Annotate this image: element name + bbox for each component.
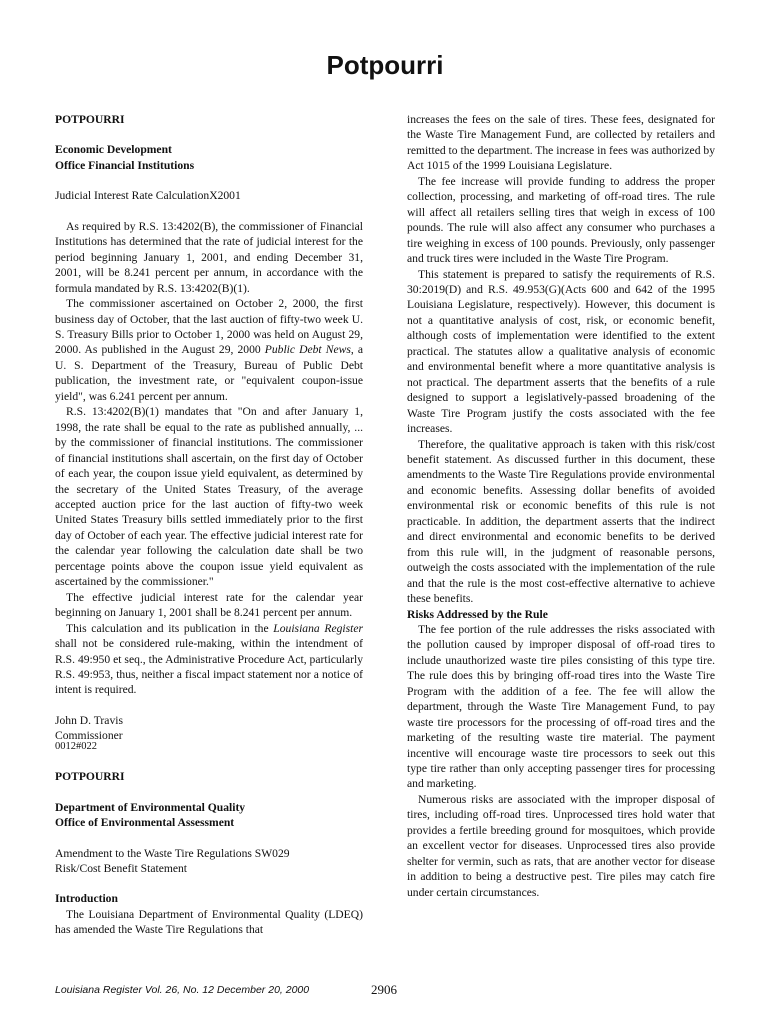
page-title: Potpourri — [326, 50, 444, 80]
section-heading-potpourri-2: POTPOURRI — [55, 770, 125, 784]
paragraph: As required by R.S. 13:4202(B), the commissioner of Financial Institutions has determined that the rate of judicial interest for the period beginning January 1, 2001, and ending December 31, 2001, will be 8.241 percent per annum, in accordance with the formula mandated by R.S. 13:4202(B)(1). — [55, 219, 363, 295]
paragraph: Therefore, the qualitative approach is taken with this risk/cost benefit statement. As discussed further in this document, these amendments to the Waste Tire Regulations provide environmental and economic benefits. Assessing dollar benefits of avoided environmental risk or economic benefits of this rule is not practicable. In addition, the department asserts that the indirect and direct environmental and economic benefits to be derived from this rule will, in the judgment of reasonable persons, outweigh the costs associated with the implementation of the rule and that the rule is the most cost-effective alternative to achieve these benefits. — [407, 437, 715, 606]
agency-office: Office of Environmental Assessment — [55, 816, 235, 830]
subheading-introduction: Introduction — [55, 892, 118, 906]
paragraph — [55, 621, 363, 698]
paragraph-text: The commissioner ascertained on October 2, 2000, the first business day of October, that the last auction of fifty-two week U. S. Treasury Bills prior to October 1, 2000 was held on August 29, 2000. As published in the August 29, 2000 — [55, 297, 363, 357]
paragraph: The effective judicial interest rate for the calendar year beginning on January 1, 2001 shall be 8.241 percent per annum. — [55, 590, 363, 620]
paragraph: The fee increase will provide funding to address the proper collection, processing, and marketing of off-road tires. The rule will affect all retailers selling tires that weigh in excess of 100 pounds. The rule will also affect any consumer who purchases a tire weighing in excess of 100 pounds. Previously, only passenger and truck tires were included in the Waste Tire Program. — [407, 174, 715, 266]
notice-subject: Amendment to the Waste Tire Regulations SW029 — [55, 846, 290, 860]
paragraph: R.S. 13:4202(B)(1) mandates that "On and after January 1, 1998, the rate shall be equal to the rate as published annually, ... by the commissioner of financial institutions. The commissioner of financial institutions shall ascertain, on the first day of October of each year, the coupon issue yield equivalent, as determined by the secretary of the United States Treasury, of the average accepted auction price for the last auction of fifty-two week United States Treasury bills settled immediately prior to the first day of October of each year. The effective judicial interest rate for the calendar year following the calculation date shall be two percentage points above the coupon issue yield equivalent as ascertained by the commissioner." — [55, 405, 363, 589]
agency-name: Department of Environmental Quality — [55, 800, 246, 814]
publication-info: Louisiana Register Vol. 26, No. 12 December 20, 2000 — [55, 984, 310, 996]
paragraph-text: , a U. S. Department of the Treasury, Bureau of Public Debt publication, the investment rate, or "equivalent coupon-issue yield", was 6.241 percent per annum. — [55, 343, 363, 403]
publication-title: Louisiana Register — [273, 621, 364, 635]
left-column — [55, 112, 363, 938]
publication-title: Public Debt News — [264, 343, 351, 357]
right-column — [407, 112, 715, 900]
paragraph-text: shall not be considered rule-making, within the intendment of R.S. 49:950 et seq., the Administrative Procedure Act, particularly R.S. 49:953, thus, neither a fiscal impact statement nor a notice of intent is required. — [55, 637, 363, 697]
notice-subject: Judicial Interest Rate CalculationX2001 — [55, 189, 241, 203]
paragraph: increases the fees on the sale of tires. These fees, designated for the Waste Tire Management Fund, are collected by retailers and remitted to the department. The increase in fees was authorized by Act 1015 of the 1999 Louisiana Legislature. — [407, 113, 715, 173]
paragraph: The fee portion of the rule addresses the risks associated with the pollution caused by improper disposal of off-road tires to include unauthorized waste tire piles consisting of this type tire. The rule does this by bringing off-road tires into the Waste Tire Program with the addition of a fee. The fee will allow the department, through the Waste Tire Management Fund, to pay waste tire processors for the processing of off-road tires and the marketing of the resulting waste tire material. The payment incentive will encourage waste tire processors to seek out this type tire rather than only accepting passenger tires for processing and marketing. — [407, 622, 715, 791]
signer-name: John D. Travis — [55, 713, 123, 727]
signer-title: Commissioner — [55, 729, 123, 743]
paragraph-text: This calculation and its publication in the — [66, 621, 274, 635]
section-heading-potpourri-1: POTPOURRI — [55, 113, 125, 126]
agency-office: Office Financial Institutions — [55, 158, 195, 172]
page-number: 2906 — [371, 982, 397, 997]
paragraph: The Louisiana Department of Environmental Quality (LDEQ) has amended the Waste Tire Regulations that — [55, 907, 363, 937]
paragraph: This statement is prepared to satisfy the requirements of R.S. 30:2019(D) and R.S. 49.953(G)(Acts 600 and 642 of the 1995 Louisiana Legislature, respectively). However, this document is not a quantitative analysis of cost, risk, or economic benefit, although costs of implementation were identified to the extent practical. The statutes allow a qualitative analysis of economic and environmental benefit where a more quantitative analysis is not practical. The department asserts that the benefits of a rule designed to support a legislatively-passed broadening of the Waste Tire Program justify the costs associated with the fee increases. — [407, 267, 715, 436]
paragraph — [55, 296, 363, 404]
subheading-risks: Risks Addressed by the Rule — [407, 607, 548, 621]
notice-subject-line-2: Risk/Cost Benefit Statement — [55, 862, 188, 876]
agency-name: Economic Development — [55, 143, 172, 157]
document-number: 0012#022 — [55, 740, 97, 752]
paragraph: Numerous risks are associated with the improper disposal of tires, including off-road tires. Unprocessed tires hold water that provides a fertile breeding ground for mosquitoes, which provide an excellent vector for diseases. Unprocessed tires also provide shelter for vermin, such as rats, that are another vector for disease in addition to being a destructive pest. Tire piles may catch fire under certain circumstances. — [407, 792, 715, 899]
